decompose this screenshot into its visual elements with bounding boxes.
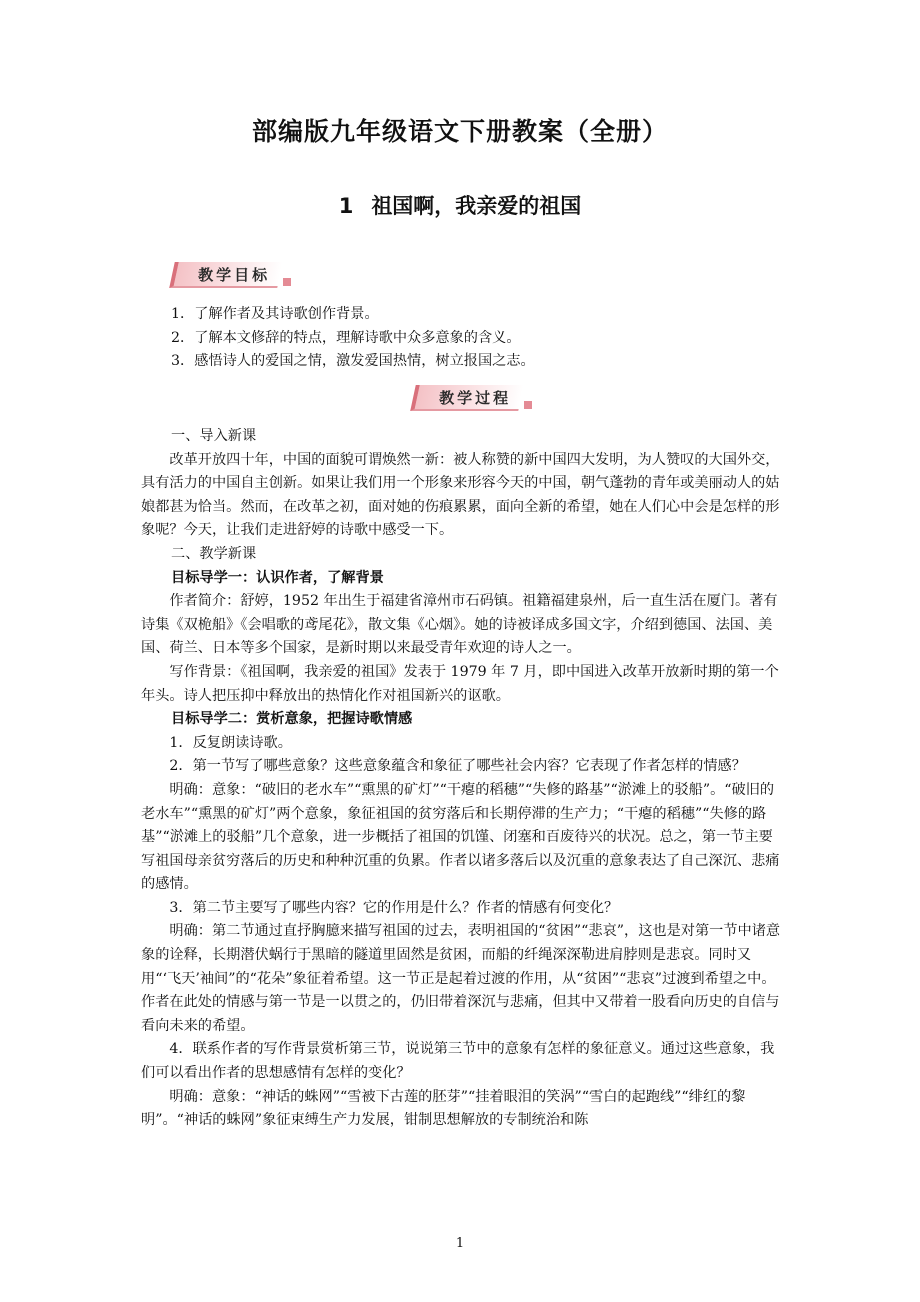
question: 4．联系作者的写作背景赏析第三节，说说第三节中的意象有怎样的象征意义。通过这些意象，我们可以看出作者的思想感情有怎样的变化？ [141, 1041, 775, 1082]
section-heading: 一、导入新课 [171, 428, 257, 444]
question: 3．第二节主要写了哪些内容？它的作用是什么？作者的情感有何变化？ [169, 899, 619, 916]
objective-item: 2．了解本文修辞的特点，理解诗歌中众多意象的含义。 [171, 329, 521, 346]
paragraph: 改革开放四十年，中国的面貌可谓焕然一新：被人称赞的新中国四大发明，为人赞叹的大国外交，具有活力的中国自主创新。如果让我们用一个形象来形容今天的中国，朝气蓬勃的青年或美丽动人的姑娘都甚为恰当。然而，在改革之初，面对她的伤痕累累，面向全新的希望，她在人们心中会是怎样的形象呢？今天，让我们走进舒婷的诗歌中感受一下。 [141, 451, 780, 539]
objective-item: 3．感悟诗人的爱国之情，激发爱国热情，树立报国之志。 [171, 353, 535, 370]
answer: 明确：意象：“神话的蛛网”“雪被下古莲的胚芽”“挂着眼泪的笑涡”“雪白的起跑线”“绯红的黎明”。“神话的蛛网”象征束缚生产力发展，钳制思想解放的专制统治和陈 [141, 1088, 746, 1129]
objective-item: 1．了解作者及其诗歌创作背景。 [171, 306, 379, 322]
paragraph: 写作背景：《祖国啊，我亲爱的祖国》发表于 1979 年 7 月，即中国进入改革开放新时期的第一个年头。诗人把压抑中释放出的热情化作对祖国新兴的讴歌。 [141, 663, 779, 704]
teaching-process-badge [413, 385, 532, 411]
question: 2．第一节写了哪些意象？这些意象蕴含和象征了哪些社会内容？它表现了作者怎样的情感？ [169, 758, 746, 775]
answer: 明确：第二节通过直抒胸臆来描写祖国的过去，表明祖国的“贫困”“悲哀”，这也是对第一节中诸意象的诠释，长期潜伏蜗行于黑暗的隧道里固然是贫困，而船的纤绳深深勒进肩脖则是悲哀。同时又用“‘飞天’袖间”的“花朵”象征着希望。这一节正是起着过渡的作用，从“贫困”“悲哀”过渡到希望之中。作者在此处的情感与第一节是一以贯之的，仍旧带着深沉与悲痛，但其中又带着一股看向历史的自信与看向未来的希望。 [141, 923, 781, 1034]
guide-heading: 目标导学一：认识作者，了解背景 [171, 569, 384, 586]
paragraph: 作者简介：舒婷，1952 年出生于福建省漳州市石码镇。祖籍福建泉州，后一直生活在厦门。著有诗集《双桅船》《会唱歌的鸢尾花》，散文集《心烟》。她的诗被译成多国文字，介绍到德国、法国、美国、荷兰、日本等多个国家，是新时期以来最受青年欢迎的诗人之一。 [141, 593, 778, 657]
lesson-body [141, 425, 785, 1133]
badge-tail-decoration [524, 401, 532, 409]
teaching-goals-label: 教学目标 [198, 265, 271, 284]
objectives-list [171, 303, 785, 374]
section-heading: 二、教学新课 [171, 545, 257, 562]
guide-heading: 目标导学二：赏析意象，把握诗歌情感 [171, 711, 413, 728]
badge-tail-decoration [283, 278, 291, 286]
question: 1．反复朗读诗歌。 [169, 734, 292, 751]
teaching-process-label: 教学过程 [439, 388, 512, 407]
answer: 明确：意象：“破旧的老水车”“熏黑的矿灯”“干瘪的稻穗”“失修的路基”“淤滩上的驳船”。“破旧的老水车”“熏黑的矿灯”两个意象，象征祖国的贫穷落后和长期停滞的生产力；“干瘪的稻穗”“失修的路基”“淤滩上的驳船”几个意象，进一步概括了祖国的饥馑、闭塞和百废待兴的状况。总之，第一节主要写祖国母亲贫穷落后的历史和种种沉重的负累。作者以诸多落后以及沉重的意象表达了自己深沉、悲痛的感情。 [141, 781, 780, 893]
document-title: 部编版九年级语文下册教案（全册） [251, 117, 668, 146]
lesson-title-text: 祖国啊，我亲爱的祖国 [371, 194, 582, 218]
lesson-number: 1 [338, 194, 354, 218]
teaching-goals-badge [172, 262, 291, 288]
page-number: 1 [455, 1236, 465, 1251]
lesson-title [0, 190, 920, 220]
